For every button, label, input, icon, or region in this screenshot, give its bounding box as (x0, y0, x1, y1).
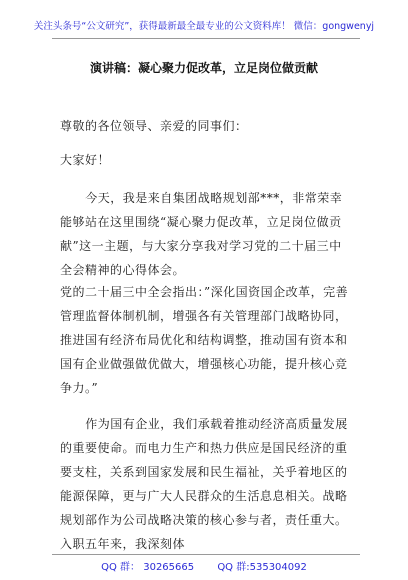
paragraph-quote: 党的二十届三中全会指出：”深化国资国企改革，完善管理监督体制机制，增强各有关管理部门战略协同，推进国有经济布局优化和结构调整，推动国有资本和国有企业做强做优做大，增强核心功能，提升核心竞争力。” (60, 285, 349, 395)
qq-group-1: QQ 群： 30265665 (101, 562, 195, 573)
document-title: 演讲稿：凝心聚力促改革，立足岗位做贡献 (89, 61, 318, 75)
paragraph-intro: 今天，我是来自集团战略规划部***，非常荣幸能够站在这里围绕“凝心聚力促改革，立足岗位做贡献”这一主题，与大家分享我对学习党的二十届三中全会精神的心得体会。 (60, 191, 343, 277)
promo-banner: 关注头条号“公文研究”，获得最新最全最专业的公文资料库！ 微信：gongwenyj (33, 21, 375, 32)
footer-contact (0, 558, 408, 573)
footer-divider (52, 554, 360, 555)
salutation: 尊敬的各位领导、亲爱的同事们： (60, 119, 248, 133)
header-divider (52, 38, 360, 39)
qq-group-2: QQ 群:535304092 (217, 562, 307, 573)
hello-line: 大家好！ (60, 153, 111, 167)
paragraph-mission: 作为国有企业，我们承载着推动经济高质量发展的重要使命。而电力生产和热力供应是国民经济的重要支柱，关系到国家发展和民生福祉，关乎着地区的能源保障，更与广大人民群众的生活息息相关。战略规划部作为公司战略决策的核心参与者，责任重大。入职五年来，我深刻体 (60, 417, 348, 551)
